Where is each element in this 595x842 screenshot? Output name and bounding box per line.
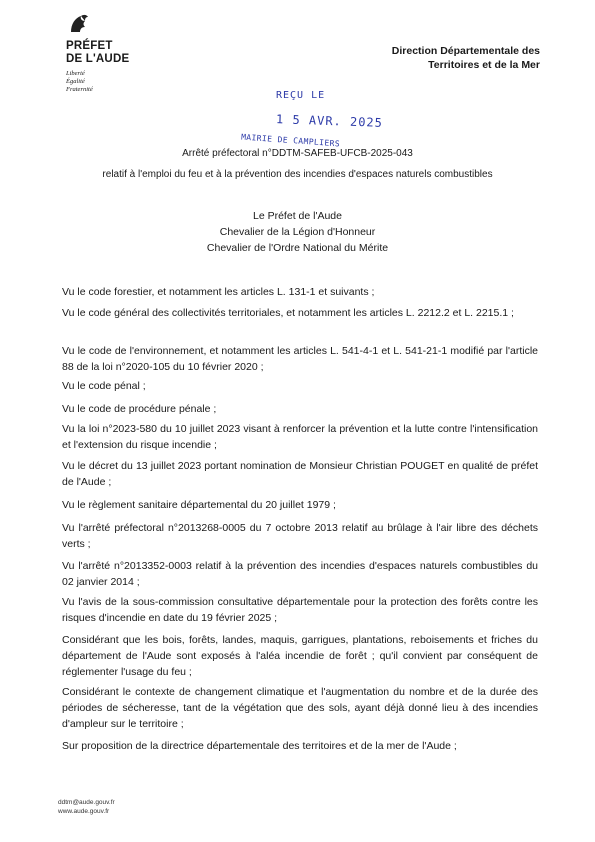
prefet-title-line: Le Préfet de l'Aude — [253, 210, 342, 222]
visa-procedure-penale: Vu le code de procédure pénale ; — [62, 403, 217, 415]
motto-egalite: Égalité — [66, 78, 85, 85]
stamp-received-label: REÇU LE — [276, 90, 326, 101]
republic-motto — [66, 70, 156, 94]
arrete-reference: Arrêté préfectoral n°DDTM-SAFEB-UFCB-2025-043 — [182, 148, 413, 159]
direction-heading: Direction Départementale des Territoires et de la Mer — [391, 45, 540, 71]
prefet-name: PRÉFET DE L'AUDE — [66, 40, 130, 65]
footer-website[interactable]: www.aude.gouv.fr — [58, 807, 110, 815]
visa-decret-nomination: Vu le décret du 13 juillet 2023 portant nomination de Monsieur Christian POUGET en qualité de préfet de l'Aude ; — [62, 460, 538, 488]
prefet-honour-line: Chevalier de la Légion d'Honneur — [219, 226, 376, 238]
motto-liberte: Liberté — [66, 70, 85, 77]
page-footer — [58, 782, 115, 816]
proposition-directrice: Sur proposition de la directrice départementale des territoires et de la mer de l'Aude ; — [62, 740, 457, 752]
prefet-merit-line: Chevalier de l'Ordre National du Mérite — [206, 242, 389, 254]
visa-reglement-sanitaire: Vu le règlement sanitaire départemental du 20 juillet 1979 ; — [62, 499, 336, 511]
prefecture-logo — [66, 12, 156, 94]
stamp-mairie: MAIRIE DE CAMPLIERS — [240, 132, 341, 149]
visa-code-environnement: Vu le code de l'environnement, et notamment les articles L. 541-4-1 et L. 541-21-1 modifié par l'article 88 de la loi n°2020-105 du 10 février 2020 ; — [62, 345, 538, 373]
motto-fraternite: Fraternité — [66, 86, 93, 93]
marianne-emblem-icon — [68, 12, 90, 34]
arrete-subject: relatif à l'emploi du feu et à la prévention des incendies d'espaces naturels combustibles — [102, 169, 493, 180]
footer-email[interactable]: ddtm@aude.gouv.fr — [58, 799, 115, 806]
visa-code-forestier: Vu le code forestier, et notamment les articles L. 131-1 et suivants ; — [62, 286, 375, 298]
visa-arrete-2013268: Vu l'arrêté préfectoral n°2013268-0005 du 7 octobre 2013 relatif au brûlage à l'air libre des déchets verts ; — [62, 522, 538, 550]
visa-code-penal: Vu le code pénal ; — [62, 380, 146, 392]
stamp-date: 1 5 AVR. 2025 — [275, 112, 384, 130]
visa-cgct: Vu le code général des collectivités territoriales, et notamment les articles L. 2212.2 et L. 2215.1 ; — [62, 307, 514, 319]
considerant-exposition: Considérant que les bois, forêts, landes, maquis, garrigues, plantations, reboisements et friches du département de l'Aude sont exposés à l'aléa incendie de forêt ; qu'il convient par conséquent de réglementer l'usage du feu ; — [62, 634, 538, 678]
visa-avis-commission: Vu l'avis de la sous-commission consultative départementale pour la protection des forêts contre les risques d'incendie en date du 19 février 2025 ; — [62, 596, 538, 624]
visa-loi-2023: Vu la loi n°2023-580 du 10 juillet 2023 visant à renforcer la prévention et la lutte contre l'intensification et l'extension du risque incendie ; — [62, 423, 538, 451]
prefet-titles — [0, 208, 595, 256]
considerant-climat: Considérant le contexte de changement climatique et l'augmentation du nombre et de la durée des périodes de sécheresse, tant de la végétation que des sols, ayant déjà donné lieu à des incendies d'ampleur sur le territoire ; — [62, 686, 538, 730]
visa-arrete-2013352: Vu l'arrêté n°2013352-0003 relatif à la prévention des incendies d'espaces naturels combustibles du 02 janvier 2014 ; — [62, 560, 538, 588]
